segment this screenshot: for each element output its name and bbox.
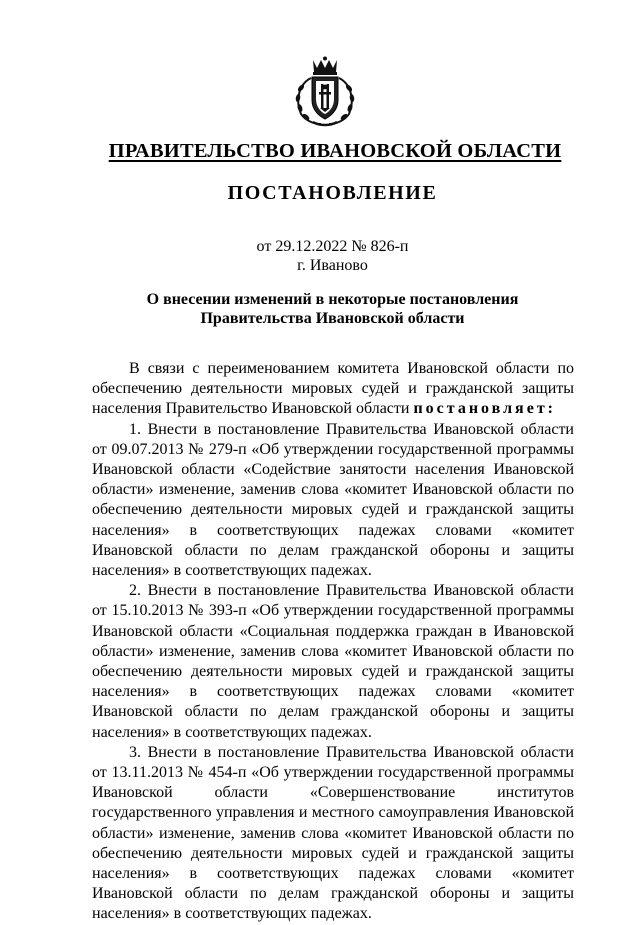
city: г. Иваново [297, 257, 368, 274]
item-paragraph-2: 2. Внести в постановление Правительства Ивановской области от 15.10.2013 № 393-п «Об утверждении государственной программы Ивановской области «Социальная поддержка граждан в Ивановской области» изменение, заменив слова «комитет Ивановской области по обеспечению деятельности мировых судей и гражданской защиты населения» в соответствующих падежах словами «комитет Ивановской области по делам гражданской обороны и защиты населения» в соответствующих падежах. [92, 582, 574, 741]
date-and-number: от 29.12.2022 № 826-п [256, 238, 409, 255]
item-paragraph-3: 3. Внести в постановление Правительства Ивановской области от 13.11.2013 № 454-п «Об утверждении государственной программы Ивановской области «Совершенствование институтов государственного управления и местного самоуправления Ивановской области» изменение, заменив слова «комитет Ивановской области по обеспечению деятельности мировых судей и гражданской защиты населения» в соответствующих падежах словами «комитет Ивановской области по делам гражданской обороны и защиты населения» в соответствующих падежах. [92, 743, 574, 923]
subject-line-1: О внесении изменений в некоторые постановления [146, 291, 519, 308]
decree-word: постановляет: [413, 400, 556, 418]
document-body [92, 359, 574, 925]
document-type: ПОСТАНОВЛЕНИЕ [227, 182, 438, 204]
preamble-text: В связи с переименованием комитета Ивановской области по обеспечению деятельности мировых судей и гражданской защиты населения Правительство Ивановской области [92, 360, 574, 418]
preamble-paragraph [92, 359, 574, 420]
coat-of-arms-icon [291, 56, 359, 128]
government-name: ПРАВИТЕЛЬСТВО ИВАНОВСКОЙ ОБЛАСТИ [108, 140, 562, 162]
item-paragraph-1: 1. Внести в постановление Правительства Ивановской области от 09.07.2013 № 279-п «Об утверждении государственной программы Ивановской области «Содействие занятости населения Ивановской области» изменение, заменив слова «комитет Ивановской области по обеспечению деятельности мировых судей и гражданской защиты населения» в соответствующих падежах словами «комитет Ивановской области по делам гражданской обороны и защиты населения» в соответствующих падежах. [92, 420, 574, 580]
document-subject [100, 290, 565, 328]
subject-line-2: Правительства Ивановской области [200, 310, 465, 327]
